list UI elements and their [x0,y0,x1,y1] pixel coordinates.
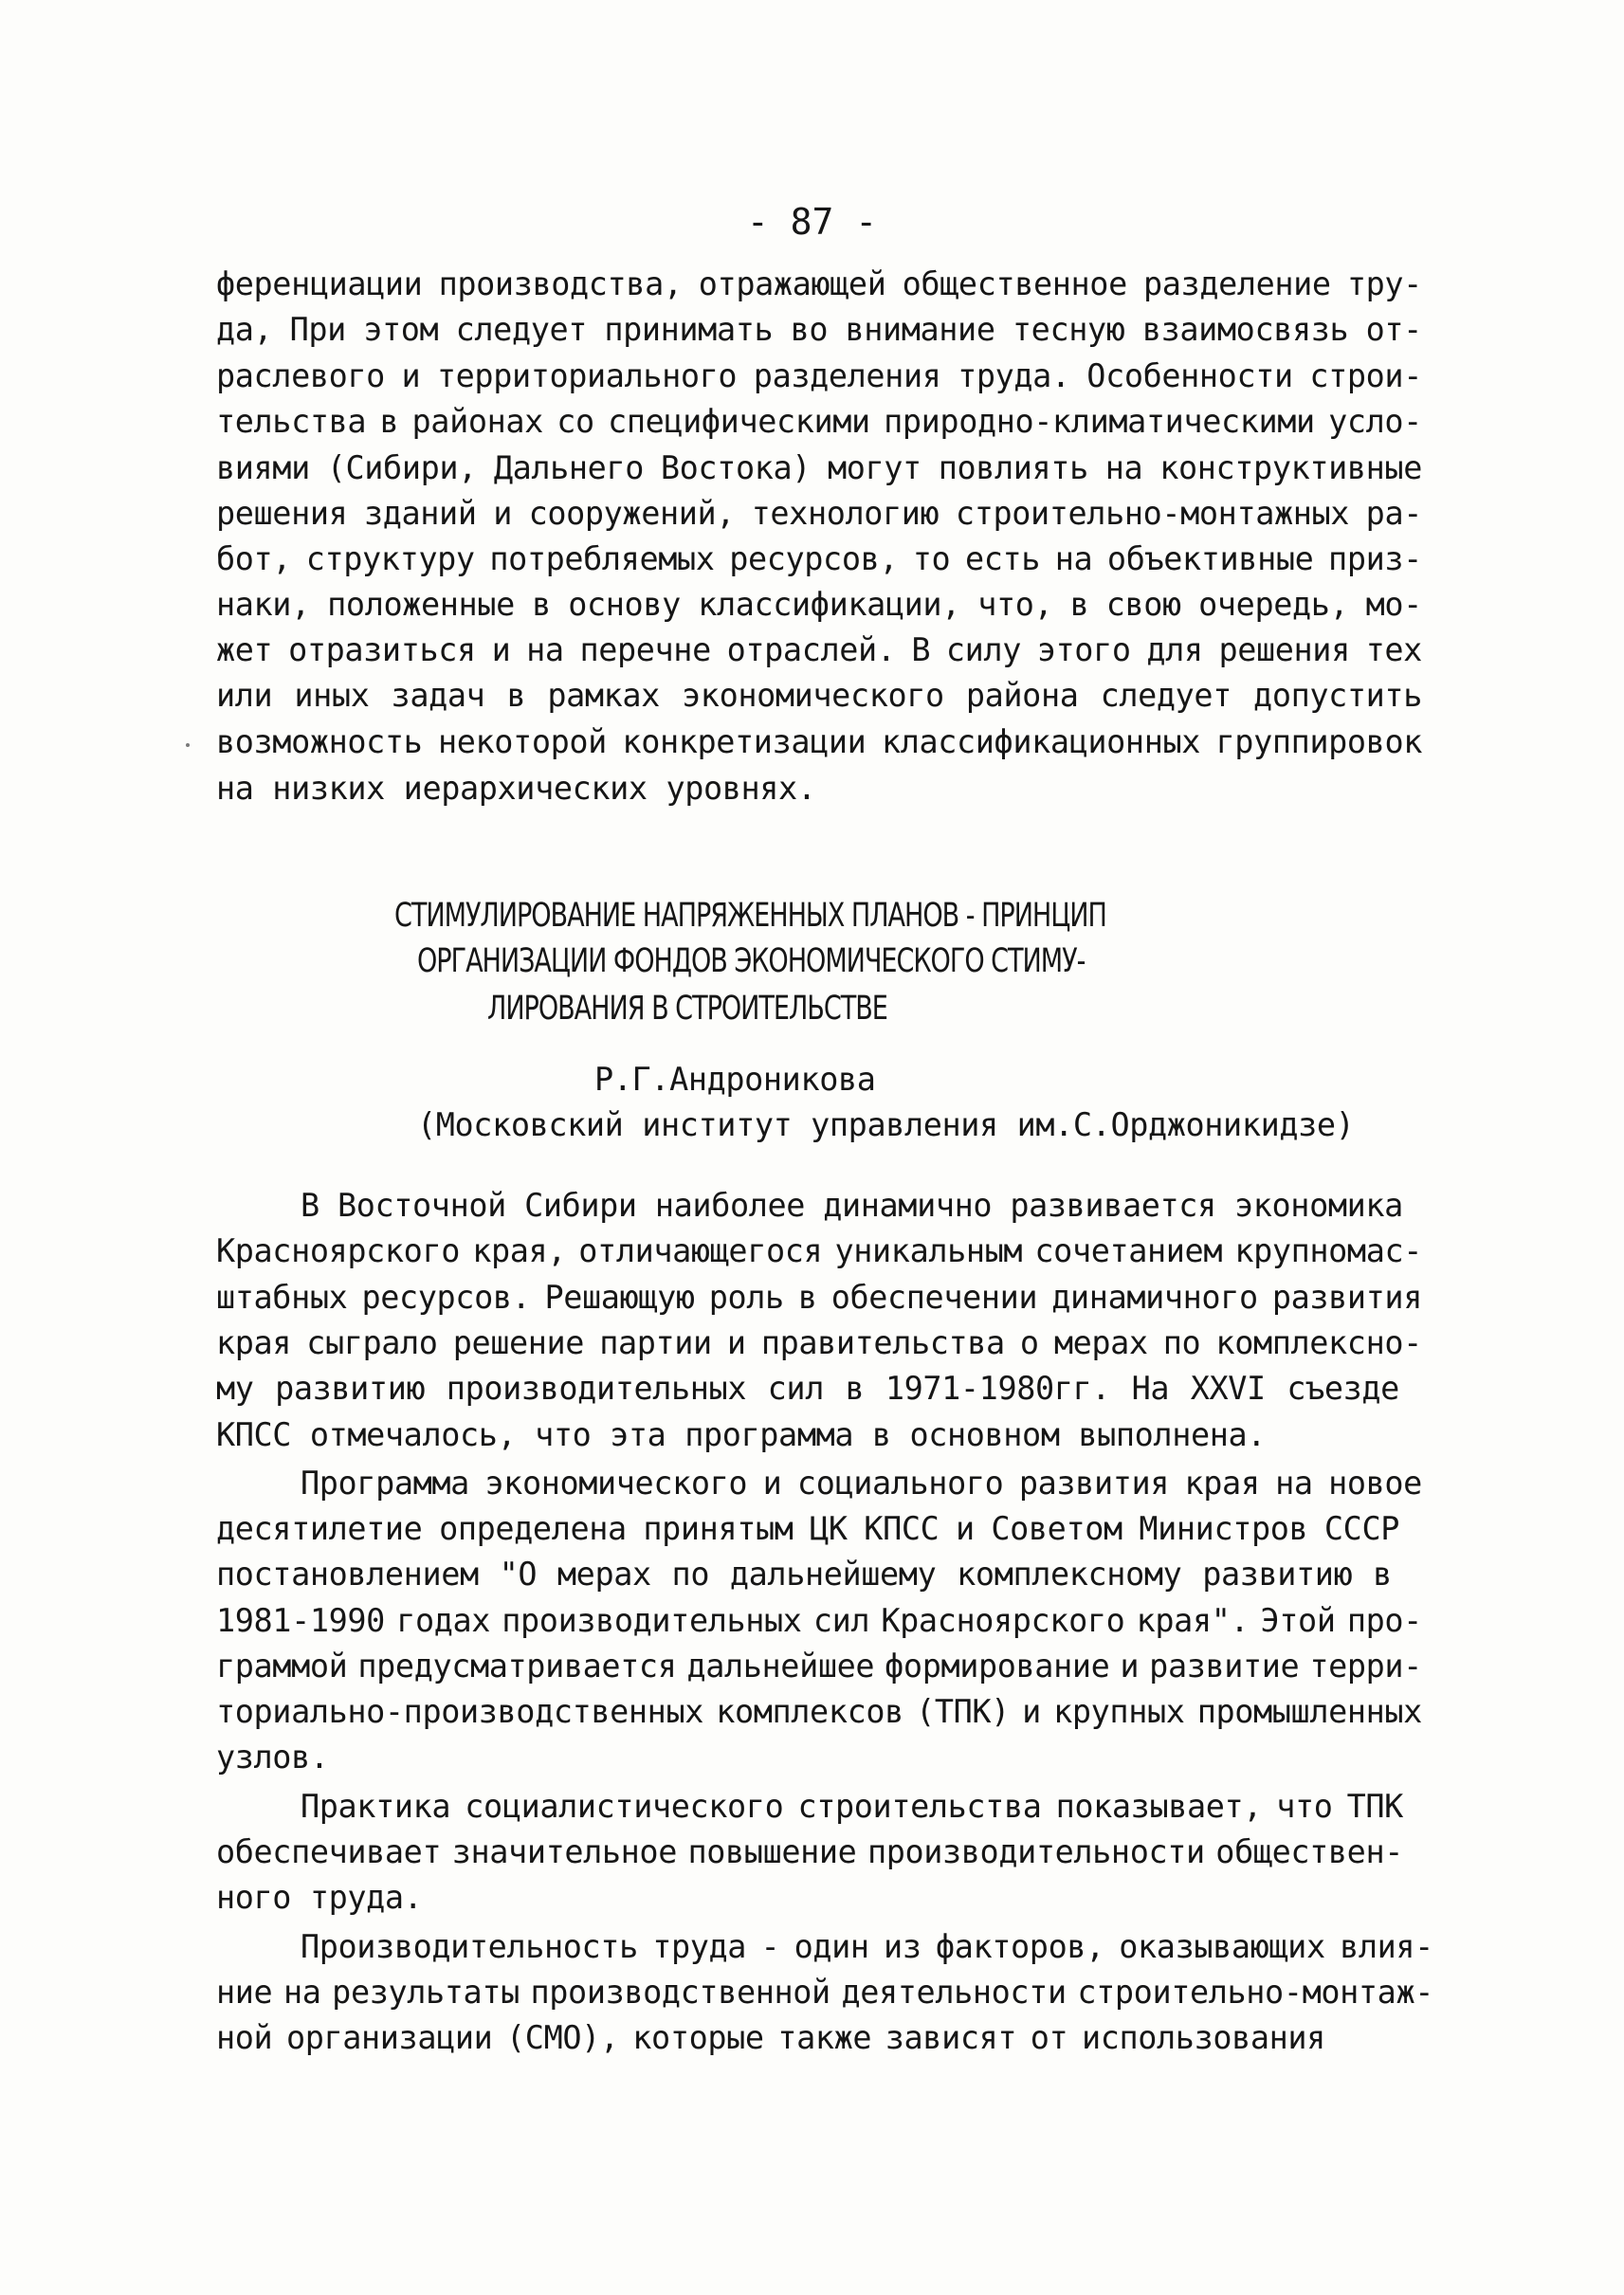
word: классификационных [881,723,1201,760]
word: Особенности [1086,357,1293,394]
text-line [216,719,1422,765]
word: и [1120,1648,1140,1685]
word: жет [216,631,273,668]
word: тех [1365,631,1422,668]
word: экономического [484,1465,748,1502]
word: отражающей [698,265,886,302]
page-number: - 87 - [746,201,878,243]
text-line [216,1970,1433,2015]
text-line [216,1644,1422,1689]
word: принимать [604,311,774,348]
word: в [1069,586,1089,623]
word: для [1146,631,1203,668]
word: наиболее [654,1187,806,1224]
word: на [1054,540,1093,577]
word: штабных [216,1279,348,1316]
text-line [301,1183,1403,1229]
word: следует [1100,677,1232,714]
text-line [216,1229,1422,1274]
word: ториально-производственных [216,1693,703,1730]
word: свою [1105,586,1181,623]
word: потребляемых [489,540,715,577]
word: 1971-1980гг. [885,1370,1111,1407]
word: края [1184,1465,1260,1502]
word: значительное [451,1833,677,1870]
word: мерах [1053,1324,1148,1361]
word: есть [964,540,1041,577]
word: могут [827,449,921,486]
word: внимание [845,311,995,348]
text-line [216,354,1422,399]
word: - [760,1928,780,1965]
word: КПСС [864,1510,940,1547]
text-line [301,1924,1433,1970]
word: социалистического [465,1788,784,1825]
word: предусматривается [357,1648,677,1685]
word: ной [216,2019,273,2056]
word: да, [216,311,273,348]
word: отраслей. [726,631,896,668]
word: организации [285,2019,493,2056]
word: крупных [1053,1693,1185,1730]
word: которые [632,2019,764,2056]
word: производственной [530,1974,830,2011]
word: раслевого [216,357,385,394]
word: территориального [436,357,738,394]
word: на [526,631,564,668]
word: развития [1271,1279,1422,1316]
word: ра- [1365,495,1422,532]
word: мо- [1365,586,1422,623]
text-line [216,582,1422,628]
word: Сибири [524,1187,637,1224]
word: силу [945,631,1021,668]
word: развивается [1010,1187,1216,1224]
word: (ТПК) [916,1693,1010,1730]
word: принятым [643,1510,794,1547]
text-line [216,1552,1392,1597]
text-line [216,1598,1422,1644]
word: Программа [301,1465,469,1502]
word: промышленных [1196,1693,1422,1730]
word: рамках [547,677,660,714]
word: этого [1036,631,1131,668]
word: комплексно- [1215,1324,1422,1361]
word: съезде [1286,1370,1399,1407]
text-line [216,2015,1325,2061]
word: сил [767,1370,824,1407]
word: наки, [216,586,310,623]
text-line [216,262,1422,307]
word: определена [439,1510,627,1547]
text-line [216,399,1422,445]
word: конкретизации [622,723,867,760]
word: в [506,677,526,714]
word: тельства [216,403,367,440]
word: приз- [1328,540,1422,577]
word: специфическими [608,403,870,440]
word: или [216,677,273,714]
word: экономика [1234,1187,1403,1224]
word: использования [1081,2019,1325,2056]
word: Этой [1260,1602,1336,1639]
word: бот, [216,540,292,577]
word: производства, [438,265,683,302]
word: комплексному [957,1556,1182,1593]
word: структуру [305,540,475,577]
text-line [301,1784,1403,1830]
word: строительства [797,1788,1042,1825]
word: 1981-1990 [216,1602,385,1639]
word: на [1275,1465,1313,1502]
word: социального [796,1465,1004,1502]
word: Красноярского [216,1232,460,1269]
word: динамично [823,1187,993,1224]
text-line [216,1830,1403,1875]
word: Советом [991,1510,1122,1547]
word: возможность [216,723,423,760]
word: правительства [760,1324,1005,1361]
word: и [955,1510,975,1547]
word: строительно-монтажных [955,495,1350,532]
title-line: СТИМУЛИРОВАНИЕ НАПРЯЖЕННЫХ ПЛАНОВ - ПРИНЦИП [394,897,1106,935]
word: допустить [1253,677,1422,714]
word: и [491,631,511,668]
word: в [379,403,399,440]
text-line [216,673,1422,719]
word: иных [294,677,370,714]
word: Восточной [337,1187,506,1224]
word: Решающую [544,1279,695,1316]
word: комплексов [716,1693,903,1730]
word: (СМО), [506,2019,619,2056]
word: XXVI [1190,1370,1266,1407]
word: развития [1018,1465,1170,1502]
text-line [216,1275,1422,1321]
word: ние [216,1974,273,2011]
text-line [216,628,1422,673]
word: что, [977,586,1053,623]
text-line [216,1506,1399,1552]
word: ференциации [216,265,423,302]
text-line [216,446,1422,491]
word: по [1162,1324,1201,1361]
word: группировок [1215,723,1422,760]
word: обеспечении [830,1279,1038,1316]
scan-speck [186,743,190,747]
word: уникальным [834,1232,1023,1269]
word: в [845,1370,865,1407]
word: экономического [682,677,944,714]
word: В [301,1187,319,1224]
word: один [794,1928,869,1965]
word: На [1131,1370,1170,1407]
word: взаимосвязь [1141,311,1349,348]
word: на [283,1974,321,2011]
word: производительных [502,1602,802,1639]
word: Дальнего [493,449,644,486]
word: зданий [363,495,477,532]
author-name: Р.Г.Андроникова [594,1061,876,1098]
word: общественное [902,265,1127,302]
text-line [301,1461,1422,1506]
word: из [884,1928,921,1965]
word: от [1030,2019,1068,2056]
word: решения [216,495,348,532]
text-line: ного труда. [216,1879,423,1916]
word: ЦК [810,1510,848,1547]
word: в [1373,1556,1392,1593]
word: в [532,586,551,623]
text-line [216,491,1422,537]
word: партии [599,1324,712,1361]
word: показывает, [1055,1788,1263,1825]
word: и [1022,1693,1041,1730]
word: виями [216,449,310,486]
text-line: узлов. [216,1739,329,1776]
word: годах [396,1602,491,1639]
word: и [726,1324,746,1361]
author-affiliation: (Московский институт управления им.С.Орджоникидзе) [417,1106,1355,1143]
word: влия- [1340,1928,1433,1965]
word: перечне [579,631,711,668]
word: (Сибири, [326,449,477,486]
word: роль [708,1279,784,1316]
word: природно-климатическими [884,403,1315,440]
word: края, [472,1232,567,1269]
word: десятилетие [216,1510,423,1547]
word: крупномас- [1234,1232,1422,1269]
word: на [1104,449,1143,486]
text-line: на низких иерархических уровнях. [216,770,816,807]
word: во [790,311,829,348]
word: Востока) [660,449,812,486]
word: формирование [885,1648,1110,1685]
word: ресурсов, [729,540,899,577]
word: районах [411,403,543,440]
word: отличающегося [578,1232,823,1269]
word: обеспечивает [216,1833,442,1870]
text-line: КПСС отмечалось, что эта программа в основном выполнена. [216,1416,1267,1453]
word: мерах [557,1556,651,1593]
word: строительно-монтаж- [1077,1974,1433,2011]
word: о [1019,1324,1039,1361]
word: классификации, [698,586,960,623]
word: также [777,2019,872,2056]
word: му [216,1370,254,1407]
word: разделение [1143,265,1331,302]
word: Красноярского [881,1602,1125,1639]
word: решения [1218,631,1350,668]
word: сыграло [306,1324,438,1361]
word: Практика [301,1788,451,1825]
word: повышение [687,1833,857,1870]
word: про- [1346,1602,1422,1639]
word: решение [452,1324,585,1361]
word: Министров [1139,1510,1308,1547]
word: дальнейшее [686,1648,875,1685]
word: сил [812,1602,870,1639]
word: СССР [1323,1510,1399,1547]
word: ресурсов. [361,1279,531,1316]
text-line [216,1366,1399,1412]
word: обществен- [1215,1833,1403,1870]
word: зависят [885,2019,1017,2056]
word: граммой [216,1648,348,1685]
word: производительности [867,1833,1205,1870]
word: разделения [753,357,941,394]
word: отразиться [288,631,476,668]
word: производительных [446,1370,747,1407]
word: задач [391,677,485,714]
word: технологию [751,495,940,532]
text-line [216,1321,1422,1366]
word: тесную [1012,311,1125,348]
word: Производительность [301,1928,638,1965]
word: основу [568,586,681,623]
word: развитию [1202,1556,1353,1593]
word: труда [652,1928,747,1965]
word: труда. [958,357,1070,394]
word: края [216,1324,292,1361]
word: дальнейшему [729,1556,937,1593]
word: усло- [1328,403,1422,440]
word: и [493,495,512,532]
word: очередь, [1198,586,1349,623]
word: развитие [1149,1648,1300,1685]
word: конструктивные [1159,449,1422,486]
word: положенные [327,586,515,623]
word: по [671,1556,710,1593]
word: что [1276,1788,1333,1825]
word: сооружений, [528,495,736,532]
text-line [216,307,1422,353]
word: объективные [1106,540,1314,577]
text-line [216,537,1422,582]
word: района [965,677,1079,714]
word: края". [1136,1602,1250,1639]
word: В [911,631,931,668]
word: терри- [1309,1648,1422,1685]
title-line: ЛИРОВАНИЯ В СТРОИТЕЛЬСТВЕ [487,990,887,1028]
word: постановлением [216,1556,479,1593]
word: повлиять [938,449,1088,486]
word: "О [499,1556,538,1593]
word: и [762,1465,782,1502]
word: ТПК [1346,1788,1403,1825]
word: развитию [275,1370,426,1407]
word: деятельности [841,1974,1067,2011]
word: то [912,540,951,577]
word: со [557,403,594,440]
word: сочетанием [1034,1232,1223,1269]
word: в [797,1279,817,1316]
word: следует [455,311,588,348]
word: тру- [1346,265,1422,302]
word: от- [1365,311,1422,348]
word: новое [1328,1465,1422,1502]
word: оказывающих [1119,1928,1325,1965]
word: строи- [1309,357,1422,394]
word: некоторой [437,723,607,760]
title-line: ОРГАНИЗАЦИИ ФОНДОВ ЭКОНОМИЧЕСКОГО СТИМУ- [417,942,1086,980]
word: результаты [332,1974,520,2011]
word: факторов, [935,1928,1104,1965]
text-line [216,1689,1422,1735]
word: динамичного [1051,1279,1258,1316]
word: При [289,311,346,348]
word: этом [363,311,439,348]
word: и [401,357,421,394]
